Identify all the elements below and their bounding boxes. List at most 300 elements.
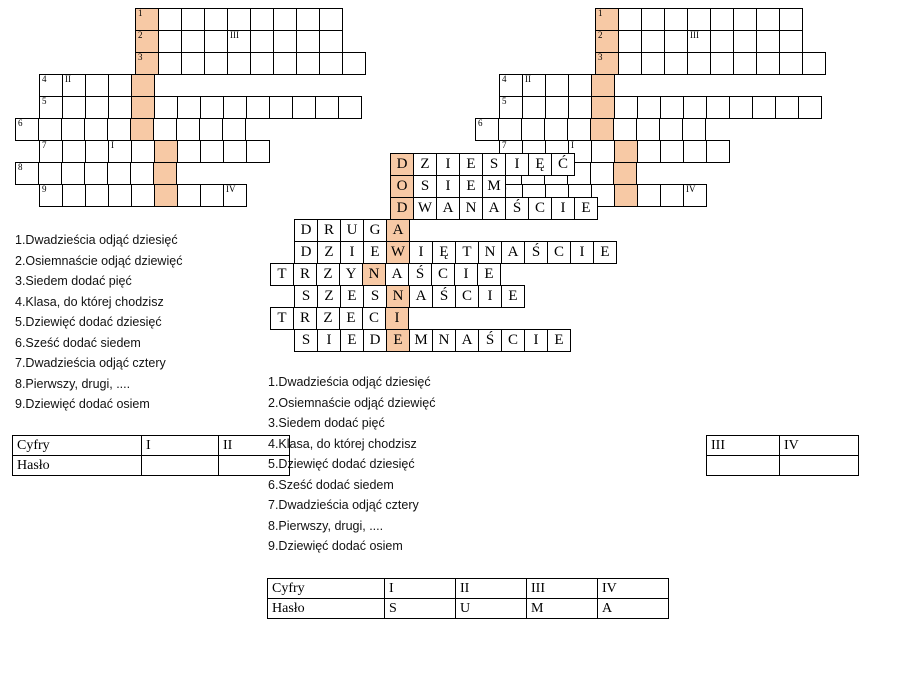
grid-cell[interactable] — [687, 52, 711, 75]
solved-cell[interactable]: E — [340, 285, 364, 308]
solved-cell[interactable]: Z — [316, 307, 340, 330]
solved-cell[interactable]: A — [501, 241, 525, 264]
solved-cell[interactable]: Z — [317, 285, 341, 308]
answer-table-right — [706, 435, 859, 476]
solved-cell[interactable]: E — [459, 153, 483, 176]
solved-cell[interactable]: T — [455, 241, 479, 264]
grid-cell[interactable] — [108, 74, 132, 97]
grid-cell[interactable] — [338, 96, 362, 119]
grid-row — [499, 96, 821, 119]
grid-cell[interactable] — [342, 52, 366, 75]
grid-cell[interactable] — [107, 118, 131, 141]
grid-cell-number[interactable]: 3 — [595, 52, 619, 75]
grid-cell[interactable] — [618, 8, 642, 31]
solved-row — [270, 263, 500, 286]
grid-cell[interactable] — [200, 140, 224, 163]
grid-cell[interactable] — [798, 96, 822, 119]
answer-table-left — [12, 435, 290, 476]
grid-cell[interactable] — [176, 118, 200, 141]
grid-cell[interactable] — [664, 30, 688, 53]
grid-row — [135, 52, 365, 75]
grid-row — [595, 52, 825, 75]
grid-cell[interactable] — [756, 52, 780, 75]
grid-cell[interactable] — [710, 8, 734, 31]
grid-cell[interactable] — [200, 96, 224, 119]
grid-cell[interactable] — [590, 118, 614, 141]
grid-cell-number[interactable]: 2 — [595, 30, 619, 53]
grid-cell[interactable] — [683, 96, 707, 119]
clue-list-center — [268, 375, 435, 560]
grid-cell[interactable] — [177, 184, 201, 207]
grid-cell[interactable] — [660, 140, 684, 163]
grid-cell-number[interactable]: 4 — [499, 74, 523, 97]
solved-cell[interactable]: I — [570, 241, 594, 264]
solved-cell[interactable]: I — [385, 307, 409, 330]
solved-cell[interactable]: Ś — [432, 285, 456, 308]
solved-cell[interactable]: A — [455, 329, 479, 352]
table-header-roman-iv: IV — [780, 436, 859, 456]
grid-cell[interactable] — [107, 162, 131, 185]
grid-cell-number[interactable]: 8 — [15, 162, 39, 185]
solved-cell[interactable]: I — [454, 263, 478, 286]
answer-cell[interactable]: A — [598, 599, 669, 619]
grid-cell-roman[interactable]: I — [108, 140, 132, 163]
solved-cell[interactable]: T — [270, 263, 294, 286]
solved-cell[interactable]: E — [501, 285, 525, 308]
grid-cell[interactable] — [733, 8, 757, 31]
grid-cell[interactable] — [246, 140, 270, 163]
solved-cell[interactable]: E — [459, 175, 483, 198]
solved-cell[interactable]: C — [455, 285, 479, 308]
grid-cell[interactable] — [545, 74, 569, 97]
table-header-roman-iii: III — [707, 436, 780, 456]
grid-cell[interactable] — [756, 8, 780, 31]
grid-cell[interactable] — [85, 184, 109, 207]
grid-cell[interactable] — [223, 96, 247, 119]
grid-cell-roman[interactable]: IV — [223, 184, 247, 207]
solved-cell[interactable]: R — [317, 219, 341, 242]
grid-cell[interactable] — [273, 52, 297, 75]
grid-cell-number[interactable]: 7 — [39, 140, 63, 163]
solved-row — [294, 329, 570, 352]
grid-cell[interactable] — [319, 8, 343, 31]
grid-cell[interactable] — [153, 118, 177, 141]
grid-cell-number[interactable]: 4 — [39, 74, 63, 97]
solved-cell[interactable]: W — [386, 241, 410, 264]
answer-cell[interactable]: S — [385, 599, 456, 619]
grid-cell[interactable] — [131, 140, 155, 163]
solved-cell[interactable]: Z — [316, 263, 340, 286]
solved-cell[interactable]: I — [340, 241, 364, 264]
grid-cell[interactable] — [544, 118, 568, 141]
solved-cell[interactable]: U — [340, 219, 364, 242]
solved-row — [390, 197, 597, 220]
grid-cell[interactable] — [154, 140, 178, 163]
grid-cell[interactable] — [227, 8, 251, 31]
grid-cell[interactable] — [85, 140, 109, 163]
grid-cell[interactable] — [177, 140, 201, 163]
table-row — [13, 436, 290, 456]
table-header-haslo: Hasło — [13, 456, 142, 476]
table-row — [13, 456, 290, 476]
solved-cell[interactable]: Y — [339, 263, 363, 286]
grid-row — [135, 8, 342, 31]
solved-cell[interactable]: W — [413, 197, 437, 220]
grid-cell[interactable] — [181, 8, 205, 31]
grid-cell[interactable] — [84, 118, 108, 141]
solved-cell[interactable]: M — [482, 175, 506, 198]
grid-cell[interactable] — [154, 96, 178, 119]
grid-cell[interactable] — [637, 184, 661, 207]
clue-item: 9.Dziewięć dodać osiem — [15, 397, 150, 411]
grid-cell[interactable] — [61, 162, 85, 185]
grid-cell[interactable] — [273, 30, 297, 53]
grid-cell[interactable] — [108, 184, 132, 207]
solved-cell[interactable]: C — [528, 197, 552, 220]
grid-cell[interactable] — [756, 30, 780, 53]
grid-cell[interactable] — [250, 8, 274, 31]
solved-cell[interactable]: A — [409, 285, 433, 308]
table-header-cyfry: Cyfry — [13, 436, 142, 456]
grid-cell[interactable] — [618, 30, 642, 53]
grid-cell[interactable] — [521, 118, 545, 141]
grid-cell[interactable] — [130, 118, 154, 141]
grid-cell[interactable] — [84, 162, 108, 185]
solved-cell[interactable]: C — [431, 263, 455, 286]
answer-cell[interactable]: M — [527, 599, 598, 619]
solved-cell[interactable]: E — [339, 307, 363, 330]
solved-cell[interactable]: I — [505, 153, 529, 176]
clue-item: 8.Pierwszy, drugi, .... — [268, 518, 384, 533]
grid-cell[interactable] — [158, 8, 182, 31]
grid-row — [475, 118, 705, 141]
grid-cell[interactable] — [636, 118, 660, 141]
grid-cell[interactable] — [659, 118, 683, 141]
solved-cell[interactable]: O — [390, 175, 414, 198]
grid-cell[interactable] — [779, 8, 803, 31]
solved-cell[interactable]: M — [409, 329, 433, 352]
grid-cell[interactable] — [62, 140, 86, 163]
solved-cell[interactable]: D — [294, 241, 318, 264]
grid-cell-number[interactable]: 1 — [595, 8, 619, 31]
solved-cell[interactable]: I — [317, 329, 341, 352]
grid-row — [595, 30, 802, 53]
solved-cell[interactable]: D — [363, 329, 387, 352]
grid-cell[interactable] — [177, 96, 201, 119]
solved-cell[interactable]: S — [294, 329, 318, 352]
grid-cell[interactable] — [246, 96, 270, 119]
grid-cell[interactable] — [779, 30, 803, 53]
grid-cell-roman[interactable]: IV — [683, 184, 707, 207]
grid-row — [595, 8, 802, 31]
grid-cell-number[interactable]: 5 — [499, 96, 523, 119]
solved-row — [390, 175, 505, 198]
solved-cell[interactable]: Ę — [528, 153, 552, 176]
solved-cell[interactable]: N — [478, 241, 502, 264]
grid-cell-number[interactable]: 6 — [15, 118, 39, 141]
grid-cell[interactable] — [591, 140, 615, 163]
grid-cell-number[interactable]: 6 — [475, 118, 499, 141]
grid-row — [15, 118, 245, 141]
grid-cell[interactable] — [296, 8, 320, 31]
solved-cell[interactable]: I — [524, 329, 548, 352]
solved-cell[interactable]: I — [551, 197, 575, 220]
grid-cell[interactable] — [614, 184, 638, 207]
grid-cell[interactable] — [664, 52, 688, 75]
clue-item: 5.Dziewięć dodać dziesięć — [15, 315, 162, 329]
grid-cell[interactable] — [710, 52, 734, 75]
clue-item: 1.Dwadzieścia odjąć dziesięć — [15, 233, 178, 247]
solved-cell[interactable]: E — [386, 329, 410, 352]
grid-cell[interactable] — [319, 30, 343, 53]
solved-cell[interactable]: Z — [413, 153, 437, 176]
grid-cell[interactable] — [729, 96, 753, 119]
grid-cell[interactable] — [637, 96, 661, 119]
grid-cell[interactable] — [613, 118, 637, 141]
table-header-roman-i: I — [385, 579, 456, 599]
clue-item: 7.Dwadzieścia odjąć cztery — [268, 498, 419, 512]
solved-cell[interactable]: S — [294, 285, 318, 308]
solved-cell[interactable]: G — [363, 219, 387, 242]
grid-cell[interactable] — [614, 140, 638, 163]
grid-cell[interactable] — [292, 96, 316, 119]
solved-cell[interactable]: N — [459, 197, 483, 220]
solved-cell[interactable]: S — [363, 285, 387, 308]
grid-cell[interactable] — [223, 140, 247, 163]
table-header-roman-iii: III — [527, 579, 598, 599]
clue-item: 2.Osiemnaście odjąć dziewięć — [15, 253, 183, 268]
clue-item: 2.Osiemnaście odjąć dziewięć — [268, 395, 436, 410]
grid-cell[interactable] — [158, 52, 182, 75]
solved-cell[interactable]: Ś — [505, 197, 529, 220]
solved-row — [270, 307, 408, 330]
grid-cell[interactable] — [222, 118, 246, 141]
table-row — [707, 456, 859, 476]
grid-cell[interactable] — [181, 52, 205, 75]
grid-cell[interactable] — [181, 30, 205, 53]
solved-row — [390, 153, 574, 176]
solved-cell[interactable]: C — [501, 329, 525, 352]
solved-cell[interactable]: T — [270, 307, 294, 330]
clue-item: 3.Siedem dodać pięć — [268, 416, 385, 430]
grid-row — [39, 96, 361, 119]
answer-cell[interactable] — [707, 456, 780, 476]
table-header-roman-iv: IV — [598, 579, 669, 599]
grid-cell[interactable] — [779, 52, 803, 75]
grid-cell[interactable] — [296, 30, 320, 53]
grid-cell-number[interactable]: 2 — [135, 30, 159, 53]
solved-cell[interactable]: E — [477, 263, 501, 286]
grid-cell[interactable] — [154, 184, 178, 207]
grid-cell[interactable] — [38, 118, 62, 141]
grid-cell[interactable] — [131, 184, 155, 207]
answer-cell[interactable]: U — [456, 599, 527, 619]
solved-cell[interactable]: N — [362, 263, 386, 286]
grid-cell-roman[interactable]: II — [522, 74, 546, 97]
grid-cell[interactable] — [775, 96, 799, 119]
grid-cell[interactable] — [664, 8, 688, 31]
answer-cell[interactable] — [142, 456, 219, 476]
solved-cell[interactable]: E — [593, 241, 617, 264]
grid-cell[interactable] — [108, 96, 132, 119]
solved-cell[interactable]: A — [386, 219, 410, 242]
grid-cell[interactable] — [130, 162, 154, 185]
solved-cell[interactable]: E — [363, 241, 387, 264]
grid-cell[interactable] — [710, 30, 734, 53]
grid-cell[interactable] — [618, 52, 642, 75]
clue-item: 7.Dwadzieścia odjąć cztery — [15, 356, 166, 370]
grid-cell[interactable] — [683, 140, 707, 163]
grid-cell[interactable] — [85, 96, 109, 119]
table-row — [268, 579, 669, 599]
solved-cell[interactable]: A — [482, 197, 506, 220]
solved-cell[interactable]: S — [413, 175, 437, 198]
grid-cell-roman[interactable]: III — [687, 30, 711, 53]
table-header-haslo: Hasło — [268, 599, 385, 619]
grid-cell[interactable] — [660, 184, 684, 207]
solved-cell[interactable]: D — [390, 197, 414, 220]
clue-item: 5.Dziewięć dodać dziesięć — [268, 457, 415, 471]
grid-cell[interactable] — [61, 118, 85, 141]
grid-row — [135, 30, 342, 53]
answer-cell[interactable] — [219, 456, 290, 476]
table-header-roman-i: I — [142, 436, 219, 456]
grid-cell[interactable] — [200, 184, 224, 207]
grid-cell[interactable] — [706, 140, 730, 163]
solved-row — [294, 219, 409, 242]
solved-cell[interactable]: E — [547, 329, 571, 352]
solved-cell[interactable]: E — [340, 329, 364, 352]
grid-cell-roman[interactable]: II — [62, 74, 86, 97]
grid-cell[interactable] — [131, 96, 155, 119]
grid-cell[interactable] — [315, 96, 339, 119]
grid-cell-number[interactable]: 1 — [135, 8, 159, 31]
grid-cell[interactable] — [522, 96, 546, 119]
solved-cell[interactable]: R — [293, 263, 317, 286]
grid-cell[interactable] — [637, 140, 661, 163]
solved-cell[interactable]: C — [362, 307, 386, 330]
answer-table-solved — [267, 578, 669, 619]
grid-cell[interactable] — [687, 8, 711, 31]
grid-cell[interactable] — [204, 52, 228, 75]
clue-item: 6.Sześć dodać siedem — [15, 335, 141, 350]
grid-cell[interactable] — [752, 96, 776, 119]
grid-cell[interactable] — [319, 52, 343, 75]
solved-cell[interactable]: D — [390, 153, 414, 176]
solved-row — [294, 285, 524, 308]
solved-cell[interactable]: A — [436, 197, 460, 220]
grid-cell[interactable] — [706, 96, 730, 119]
solved-cell[interactable]: I — [409, 241, 433, 264]
grid-cell[interactable] — [567, 118, 591, 141]
grid-cell[interactable] — [641, 52, 665, 75]
solved-cell[interactable]: D — [294, 219, 318, 242]
grid-cell[interactable] — [568, 96, 592, 119]
grid-cell[interactable] — [660, 96, 684, 119]
grid-cell[interactable] — [591, 74, 615, 97]
grid-cell-number[interactable]: 7 — [499, 140, 523, 163]
grid-cell-roman[interactable]: I — [568, 140, 592, 163]
grid-cell[interactable] — [204, 8, 228, 31]
solved-cell[interactable]: C — [547, 241, 571, 264]
solved-cell[interactable]: Ś — [478, 329, 502, 352]
grid-cell[interactable] — [682, 118, 706, 141]
grid-cell[interactable] — [545, 96, 569, 119]
clue-list-left — [15, 233, 182, 418]
grid-cell[interactable] — [296, 52, 320, 75]
clue-item: 8.Pierwszy, drugi, .... — [15, 376, 131, 391]
grid-cell[interactable] — [273, 8, 297, 31]
grid-cell[interactable] — [591, 96, 615, 119]
grid-cell[interactable] — [62, 96, 86, 119]
grid-cell[interactable] — [568, 74, 592, 97]
grid-cell[interactable] — [85, 74, 109, 97]
solved-cell[interactable]: Z — [317, 241, 341, 264]
grid-cell[interactable] — [269, 96, 293, 119]
solved-cell[interactable]: I — [478, 285, 502, 308]
table-header-roman-ii: II — [219, 436, 290, 456]
grid-cell[interactable] — [204, 30, 228, 53]
solved-cell[interactable]: N — [386, 285, 410, 308]
grid-cell[interactable] — [641, 30, 665, 53]
clue-item: 3.Siedem dodać pięć — [15, 274, 132, 288]
clue-item: 1.Dwadzieścia odjąć dziesięć — [268, 375, 431, 389]
grid-cell[interactable] — [613, 162, 637, 185]
grid-row — [15, 162, 176, 185]
table-header-roman-ii: II — [456, 579, 527, 599]
grid-cell-number[interactable]: 5 — [39, 96, 63, 119]
grid-cell[interactable] — [131, 74, 155, 97]
solved-cell[interactable]: Ę — [432, 241, 456, 264]
solved-cell[interactable]: Ś — [408, 263, 432, 286]
clue-item: 4.Klasa, do której chodzisz — [15, 294, 164, 309]
grid-cell[interactable] — [590, 162, 614, 185]
grid-cell[interactable] — [38, 162, 62, 185]
grid-cell-roman[interactable]: III — [227, 30, 251, 53]
grid-cell[interactable] — [62, 184, 86, 207]
grid-cell[interactable] — [614, 96, 638, 119]
table-row — [268, 599, 669, 619]
solved-cell[interactable]: I — [436, 153, 460, 176]
clue-item: 6.Sześć dodać siedem — [268, 477, 394, 492]
grid-cell-number[interactable]: 9 — [39, 184, 63, 207]
answer-cell[interactable] — [780, 456, 859, 476]
grid-cell[interactable] — [641, 8, 665, 31]
solved-cell[interactable]: Ś — [524, 241, 548, 264]
grid-cell-number[interactable]: 3 — [135, 52, 159, 75]
table-row — [707, 436, 859, 456]
grid-cell[interactable] — [733, 30, 757, 53]
clue-item: 4.Klasa, do której chodzisz — [268, 436, 417, 451]
solved-cell[interactable]: I — [436, 175, 460, 198]
grid-cell[interactable] — [733, 52, 757, 75]
solved-cell[interactable]: S — [482, 153, 506, 176]
solved-cell[interactable]: N — [432, 329, 456, 352]
solved-cell[interactable]: R — [293, 307, 317, 330]
grid-cell[interactable] — [158, 30, 182, 53]
grid-cell[interactable] — [227, 52, 251, 75]
solved-cell[interactable]: A — [385, 263, 409, 286]
solved-cell[interactable]: Ć — [551, 153, 575, 176]
grid-cell[interactable] — [250, 52, 274, 75]
grid-cell[interactable] — [250, 30, 274, 53]
grid-cell[interactable] — [802, 52, 826, 75]
grid-cell[interactable] — [498, 118, 522, 141]
grid-cell[interactable] — [153, 162, 177, 185]
solved-cell[interactable]: E — [574, 197, 598, 220]
grid-cell[interactable] — [199, 118, 223, 141]
grid-row — [39, 184, 246, 207]
